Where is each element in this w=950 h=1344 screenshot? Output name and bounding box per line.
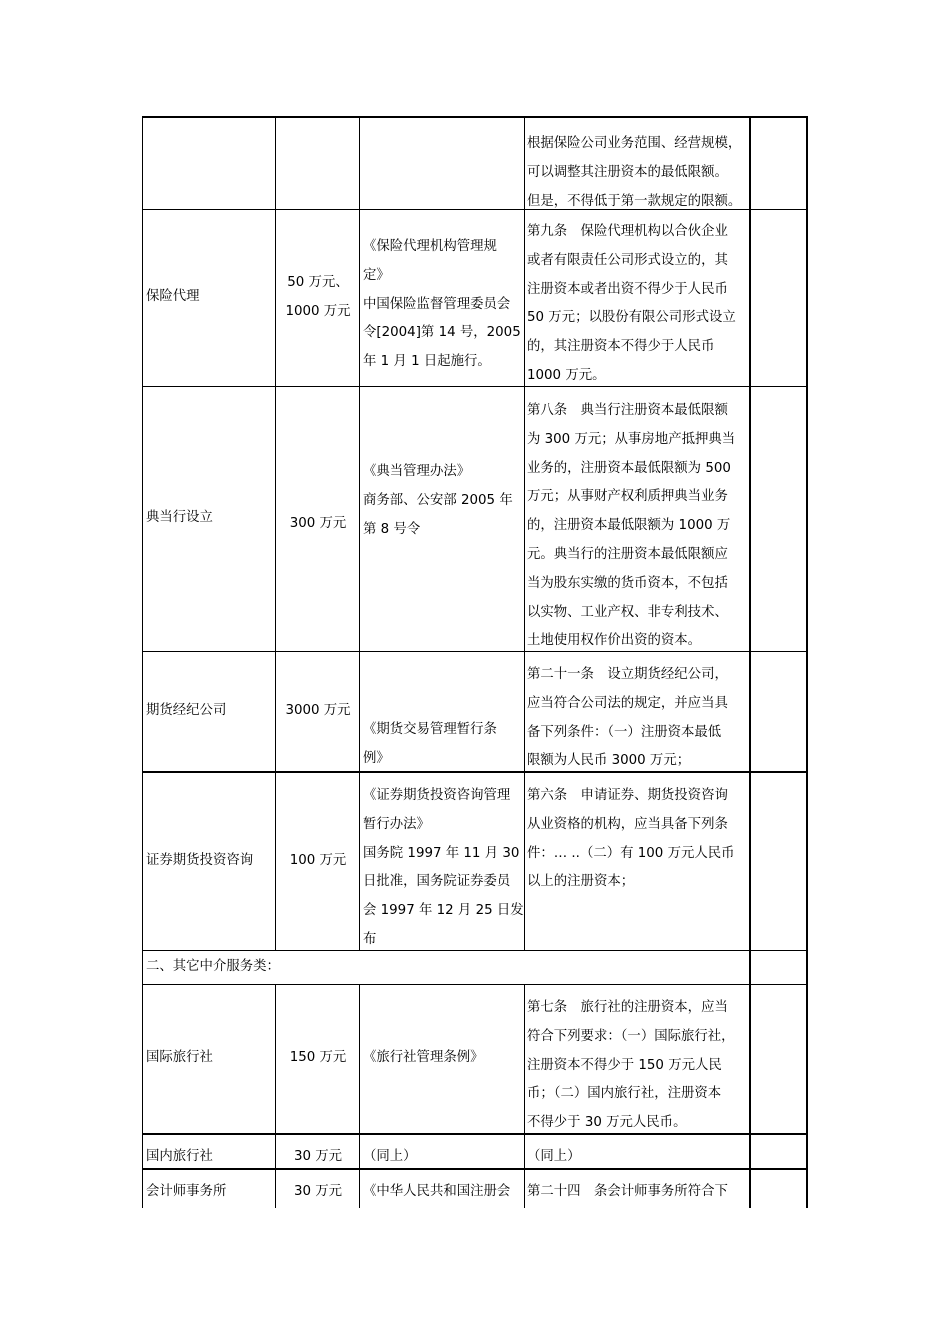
provision-line: 第二十一条 设立期货经纪公司，: [527, 667, 728, 682]
section-title: 二、其它中介服务类：: [146, 959, 280, 974]
col-divider: [524, 116, 525, 950]
regulation-text: （同上）: [363, 1149, 417, 1164]
business-type: 典当行设立: [146, 510, 213, 526]
provision-line: 根据保险公司业务范围、经营规模，: [527, 136, 742, 151]
regulation-cell: [363, 1143, 523, 1172]
regulation-line: 令[2004]第 14 号，2005: [363, 325, 521, 341]
provision-line: 当为股东实缴的货币资本，不包括: [527, 575, 728, 591]
provision-line: 不得少于 30 万元人民币。: [527, 1115, 687, 1131]
provision-line: 件：… ..（二）有 100 万元人民币: [527, 845, 735, 861]
capital-cell: [278, 984, 358, 1133]
provision-line: 的，其注册资本不得少于人民币: [527, 339, 715, 355]
business-type: 证券期货投资咨询: [146, 852, 254, 868]
provision-line: 1000 万元。: [527, 367, 606, 383]
business-type: 国际旅行社: [146, 1050, 213, 1066]
regulation-cell: [363, 233, 523, 377]
col-divider: [359, 116, 360, 950]
capital: 30 万元: [293, 1149, 343, 1164]
capital-line: 1000 万元: [285, 303, 351, 319]
table-top-border: [142, 116, 808, 118]
regulation-line: 布: [363, 931, 377, 947]
regulation-cell: [363, 716, 523, 774]
capital: 3000 万元: [285, 702, 351, 718]
provision-line: 元。典当行的注册资本最低限额应: [527, 546, 728, 562]
provision-line: 50 万元；以股份有限公司形式设立: [527, 310, 736, 326]
provision-line: 业务的，注册资本最低限额为 500: [527, 460, 731, 476]
provision-line: 应当符合公司法的规定，并应当具: [527, 695, 728, 711]
regulation-cell: [363, 984, 523, 1133]
regulation-line: 《期货交易管理暂行条: [363, 722, 497, 737]
col-divider: [359, 984, 360, 1208]
capital-cell: [278, 209, 358, 386]
provision-line: 限额为人民币 3000 万元；: [527, 753, 691, 769]
business-type-cell: [146, 209, 276, 386]
regulation-line: 商务部、公安部 2005 年: [363, 492, 513, 508]
provision-line: 从业资格的机构，应当具备下列条: [527, 816, 728, 832]
table-right-border: [806, 116, 808, 1208]
provision-line: 第七条 旅行社的注册资本，应当: [527, 1000, 728, 1015]
regulation-line: 暂行办法》: [363, 816, 430, 832]
provision-line: 注册资本或者出资不得少于人民币: [527, 281, 728, 297]
provision-line: 的，注册资本最低限额为 1000 万: [527, 518, 731, 534]
provision-line: 第九条 保险代理机构以合伙企业: [527, 224, 728, 239]
provision-cell: [527, 1143, 749, 1172]
capital-cell: [278, 1178, 358, 1207]
col-divider: [749, 116, 751, 1208]
provision-line: 但是，不得低于第一款规定的限额。: [527, 193, 742, 209]
provision-cell: [527, 397, 749, 656]
regulation-text: 《旅行社管理条例》: [363, 1050, 484, 1066]
provision-line: 符合下列要求：（一）国际旅行社，: [527, 1028, 735, 1044]
capital-line: 50 万元、: [287, 274, 349, 290]
regulation-cell: [363, 782, 523, 955]
business-type-cell: [146, 651, 276, 771]
business-type-cell: [146, 1178, 276, 1207]
provision-line: 以实物、工业产权、非专利技术、: [527, 604, 728, 620]
capital: 300 万元: [289, 516, 347, 531]
provision-cell: [527, 782, 749, 897]
provision-line: 可以调整其注册资本的最低限额。: [527, 164, 728, 180]
regulation-line: 第 8 号令: [363, 521, 421, 537]
capital: 150 万元: [289, 1050, 347, 1066]
provision-line: 备下列条件：（一）注册资本最低: [527, 724, 722, 740]
provision-line: 以上的注册资本；: [527, 874, 635, 890]
business-type-cell: [146, 772, 276, 950]
provision-line: 第八条 典当行注册资本最低限额: [527, 403, 728, 418]
regulation-line: 《证券期货投资咨询管理: [363, 788, 511, 803]
regulation-cell: [363, 458, 523, 544]
provision-line: 为 300 万元；从事房地产抵押典当: [527, 431, 736, 447]
provision-line: 土地使用权作价出资的资本。: [527, 633, 702, 649]
regulation-line: 《典当管理办法》: [363, 464, 471, 479]
business-type-cell: [146, 984, 276, 1133]
provision-text: （同上）: [527, 1149, 581, 1164]
capital-cell: [278, 1143, 358, 1172]
regulation-line: 《保险代理机构管理规: [363, 239, 497, 254]
business-type: 国内旅行社: [146, 1149, 213, 1164]
provision-line: 或者有限责任公司形式设立的，其: [527, 252, 728, 268]
business-type-cell: [146, 1143, 276, 1172]
regulation-cell: [363, 1178, 523, 1207]
regulation-table: [142, 116, 808, 1208]
section-header: [146, 953, 706, 982]
provision-cell: [527, 661, 749, 776]
capital-cell: [278, 772, 358, 950]
provision-cell: [527, 130, 749, 216]
regulation-line: 日批准，国务院证券委员: [363, 874, 511, 890]
provision-cell: [527, 218, 749, 391]
business-type: 保险代理: [146, 289, 200, 305]
capital: 100 万元: [289, 852, 347, 868]
capital: 30 万元: [293, 1184, 343, 1199]
capital-cell: [278, 651, 358, 771]
regulation-line: 年 1 月 1 日起施行。: [363, 354, 491, 370]
business-type: 会计师事务所: [146, 1184, 227, 1199]
provision-line: 币；（二）国内旅行社，注册资本: [527, 1086, 722, 1102]
regulation-line: 国务院 1997 年 11 月 30: [363, 845, 520, 861]
provision-line: 第六条 申请证券、期货投资咨询: [527, 788, 728, 803]
business-type-cell: [146, 386, 276, 651]
provision-line: 万元；从事财产权利质押典当业务: [527, 489, 728, 505]
col-divider: [142, 116, 143, 1208]
regulation-text: 《中华人民共和国注册会: [363, 1184, 511, 1199]
regulation-line: 中国保险监督管理委员会: [363, 296, 511, 312]
capital-cell: [278, 510, 358, 539]
regulation-line: 例》: [363, 750, 390, 766]
provision-cell: [527, 994, 749, 1138]
business-type: 期货经纪公司: [146, 702, 227, 718]
regulation-line: 定》: [363, 267, 390, 283]
provision-line: 注册资本不得少于 150 万元人民: [527, 1057, 722, 1073]
provision-text: 第二十四 条会计师事务所符合下: [527, 1184, 728, 1199]
provision-cell: [527, 1178, 749, 1207]
col-divider: [524, 984, 525, 1208]
regulation-line: 会 1997 年 12 月 25 日发: [363, 903, 524, 919]
